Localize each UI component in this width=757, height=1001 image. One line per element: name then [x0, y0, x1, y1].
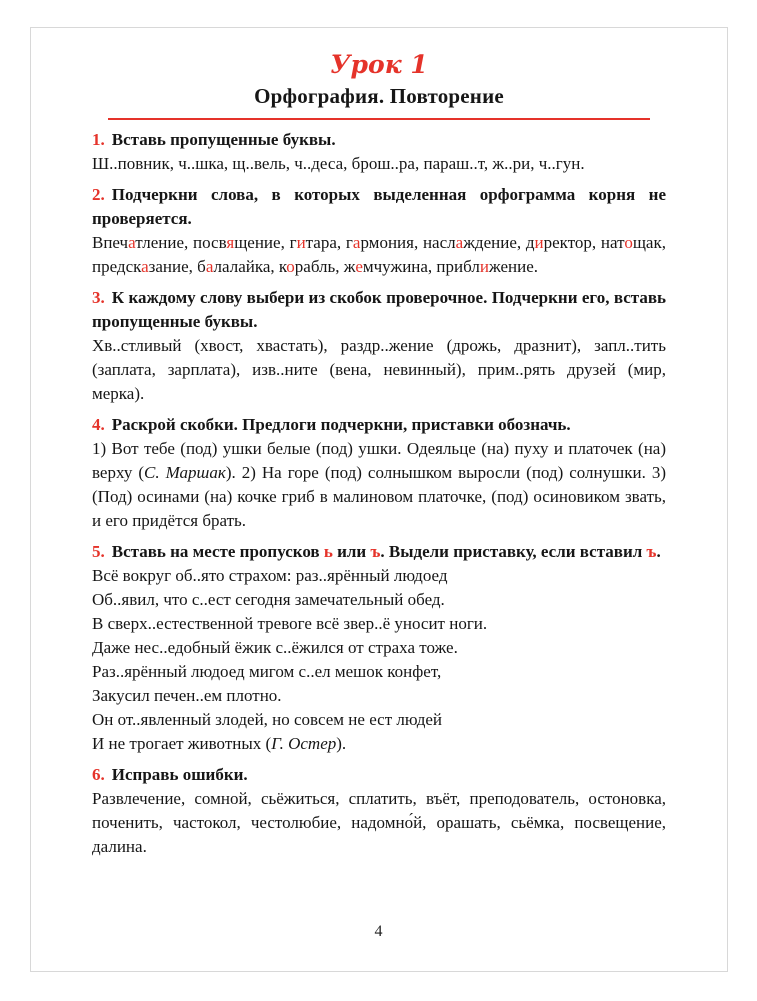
highlighted-letter: ь	[323, 542, 333, 561]
exercise-text-line	[92, 612, 666, 636]
exercise-body	[92, 437, 666, 533]
text-segment: К каждому слову выбери из скобок проверочное. Подчеркни его, вставь пропущенные буквы.	[92, 288, 666, 331]
exercise-1	[92, 128, 666, 176]
highlighted-letter: и	[296, 233, 306, 252]
exercise-task	[112, 542, 661, 561]
exercise-task	[92, 185, 666, 228]
exercise-text-line	[92, 660, 666, 684]
text-segment: тление, посв	[135, 233, 227, 252]
text-segment: жение.	[488, 257, 539, 276]
text-segment: ).	[336, 734, 347, 753]
text-segment: Вставь пропущенные буквы.	[111, 130, 336, 149]
exercise-text-line	[92, 231, 666, 279]
text-segment: Исправь ошибки.	[111, 765, 248, 784]
text-segment: ректор, нат	[543, 233, 625, 252]
section-title: Орфография. Повторение	[254, 84, 504, 108]
highlighted-letter: а	[128, 233, 136, 252]
exercise-number: 2.	[92, 185, 105, 204]
exercise-text-line	[92, 787, 666, 859]
exercise-text-line	[92, 437, 666, 533]
exercise-4	[92, 413, 666, 533]
exercise-task-line	[92, 286, 666, 334]
text-segment: мчужина, прибл	[362, 257, 480, 276]
highlighted-letter: а	[205, 257, 214, 276]
exercise-text-line	[92, 684, 666, 708]
text-segment: рмония, насл	[360, 233, 456, 252]
exercise-5	[92, 540, 666, 756]
text-segment: Даже нес..едобный ёжик с..ёжился от страха тоже.	[92, 638, 458, 657]
exercise-task-line	[92, 763, 666, 787]
text-segment: Развлечение, сомной, сьёжиться, сплатить, въёт, преподователь, остоновка, поченить, частокол, честолюбие, надомно́й, орашать, сьёмка, посвещение, далина.	[92, 789, 666, 856]
highlighted-letter: а	[352, 233, 361, 252]
title-underline	[108, 118, 650, 120]
text-segment: Впеч	[92, 233, 129, 252]
exercise-3	[92, 286, 666, 406]
text-segment: Ш..повник, ч..шка, щ..вель, ч..деса, брош..ра, параш..т, ж..ри, ч..гун.	[92, 154, 585, 173]
highlighted-letter: и	[534, 233, 544, 252]
text-segment: ). 2) На горе (под) солнышком выросли (под) солнушки. 3) (Под) осинами (на) кочке гриб в малиновом платочке, (под) осиновиком звать, и его придётся брать.	[92, 463, 667, 530]
text-segment: Всё вокруг об..ято страхом: раз..ярённый людоед	[92, 566, 448, 585]
exercise-text-line	[92, 588, 666, 612]
page-number: 4	[374, 923, 383, 940]
highlighted-letter: ъ	[646, 542, 657, 561]
text-segment: В сверх..естественной тревоге всё звер..ё уносит ноги.	[92, 614, 488, 633]
exercise-text-line	[92, 152, 666, 176]
text-segment: ждение, д	[463, 233, 535, 252]
exercise-2	[92, 183, 666, 279]
highlighted-letter: ъ	[370, 542, 381, 561]
text-segment: лалайка, к	[213, 257, 287, 276]
exercise-body	[92, 564, 666, 756]
highlighted-letter: о	[624, 233, 633, 252]
exercise-text-line	[92, 732, 666, 756]
exercise-text-line	[92, 564, 666, 588]
highlighted-letter: и	[479, 257, 489, 276]
text-segment: рабль, ж	[294, 257, 356, 276]
exercise-body	[92, 231, 666, 279]
highlighted-letter: о	[286, 257, 295, 276]
exercise-number: 5.	[92, 542, 105, 561]
text-segment: Раз..ярённый людоед мигом с..ел мешок конфет,	[92, 662, 442, 681]
exercise-body	[92, 334, 666, 406]
text-segment: щак, предск	[92, 233, 666, 276]
exercise-body	[92, 787, 666, 859]
exercise-number: 4.	[92, 415, 105, 434]
text-segment: . Выдели приставку, если вставил	[380, 542, 647, 561]
text-segment: .	[656, 542, 661, 561]
text-segment: Об..явил, что с..ест сегодня замечательный обед.	[92, 590, 445, 609]
text-segment: С. Маршак	[144, 463, 226, 482]
exercise-text-line	[92, 334, 666, 406]
exercise-text-line	[92, 708, 666, 732]
exercise-number: 6.	[92, 765, 105, 784]
highlighted-letter: а	[455, 233, 464, 252]
text-segment: 1) Вот тебе (под) ушки белые (под) ушки. Одеяльце (на) пуху и платочек (на) верху (	[92, 439, 666, 482]
exercise-task-line	[92, 128, 666, 152]
text-segment: Подчеркни слова, в которых выделенная орфограмма корня не проверяется.	[92, 185, 666, 228]
exercise-6	[92, 763, 666, 859]
exercise-text-line	[92, 636, 666, 660]
exercise-task-line	[92, 183, 666, 231]
exercise-task	[112, 415, 571, 434]
text-segment: Закусил печен..ем плотно.	[92, 686, 282, 705]
text-segment: Хв..стливый (хвост, хвастать), раздр..жение (дрожь, дразнит), запл..тить (заплата, зарплата), изв..ните (вена, невинный), прим..рять друзей (мир, мерка).	[92, 336, 666, 403]
textbook-page-content	[92, 50, 666, 859]
text-segment: Вставь на месте пропусков	[111, 542, 324, 561]
lesson-title: Урок 1	[330, 50, 428, 79]
text-segment: или	[332, 542, 371, 561]
text-segment: Он от..явленный злодей, но совсем не ест людей	[92, 710, 442, 729]
text-segment: тара, г	[305, 233, 353, 252]
text-segment: щение, г	[234, 233, 297, 252]
exercise-number: 1.	[92, 130, 105, 149]
text-segment: И не трогает животных (	[92, 734, 272, 753]
text-segment: Раскрой скобки. Предлоги подчеркни, приставки обозначь.	[111, 415, 571, 434]
highlighted-letter: я	[226, 233, 235, 252]
exercise-task-line	[92, 540, 666, 564]
exercise-task	[92, 288, 666, 331]
exercise-number: 3.	[92, 288, 105, 307]
highlighted-letter: е	[355, 257, 363, 276]
exercise-task	[112, 765, 248, 784]
exercise-task	[112, 130, 336, 149]
highlighted-letter: а	[141, 257, 149, 276]
text-segment: зание, б	[148, 257, 206, 276]
exercise-task-line	[92, 413, 666, 437]
text-segment: Г. Остер	[271, 734, 337, 753]
exercise-body	[92, 152, 666, 176]
